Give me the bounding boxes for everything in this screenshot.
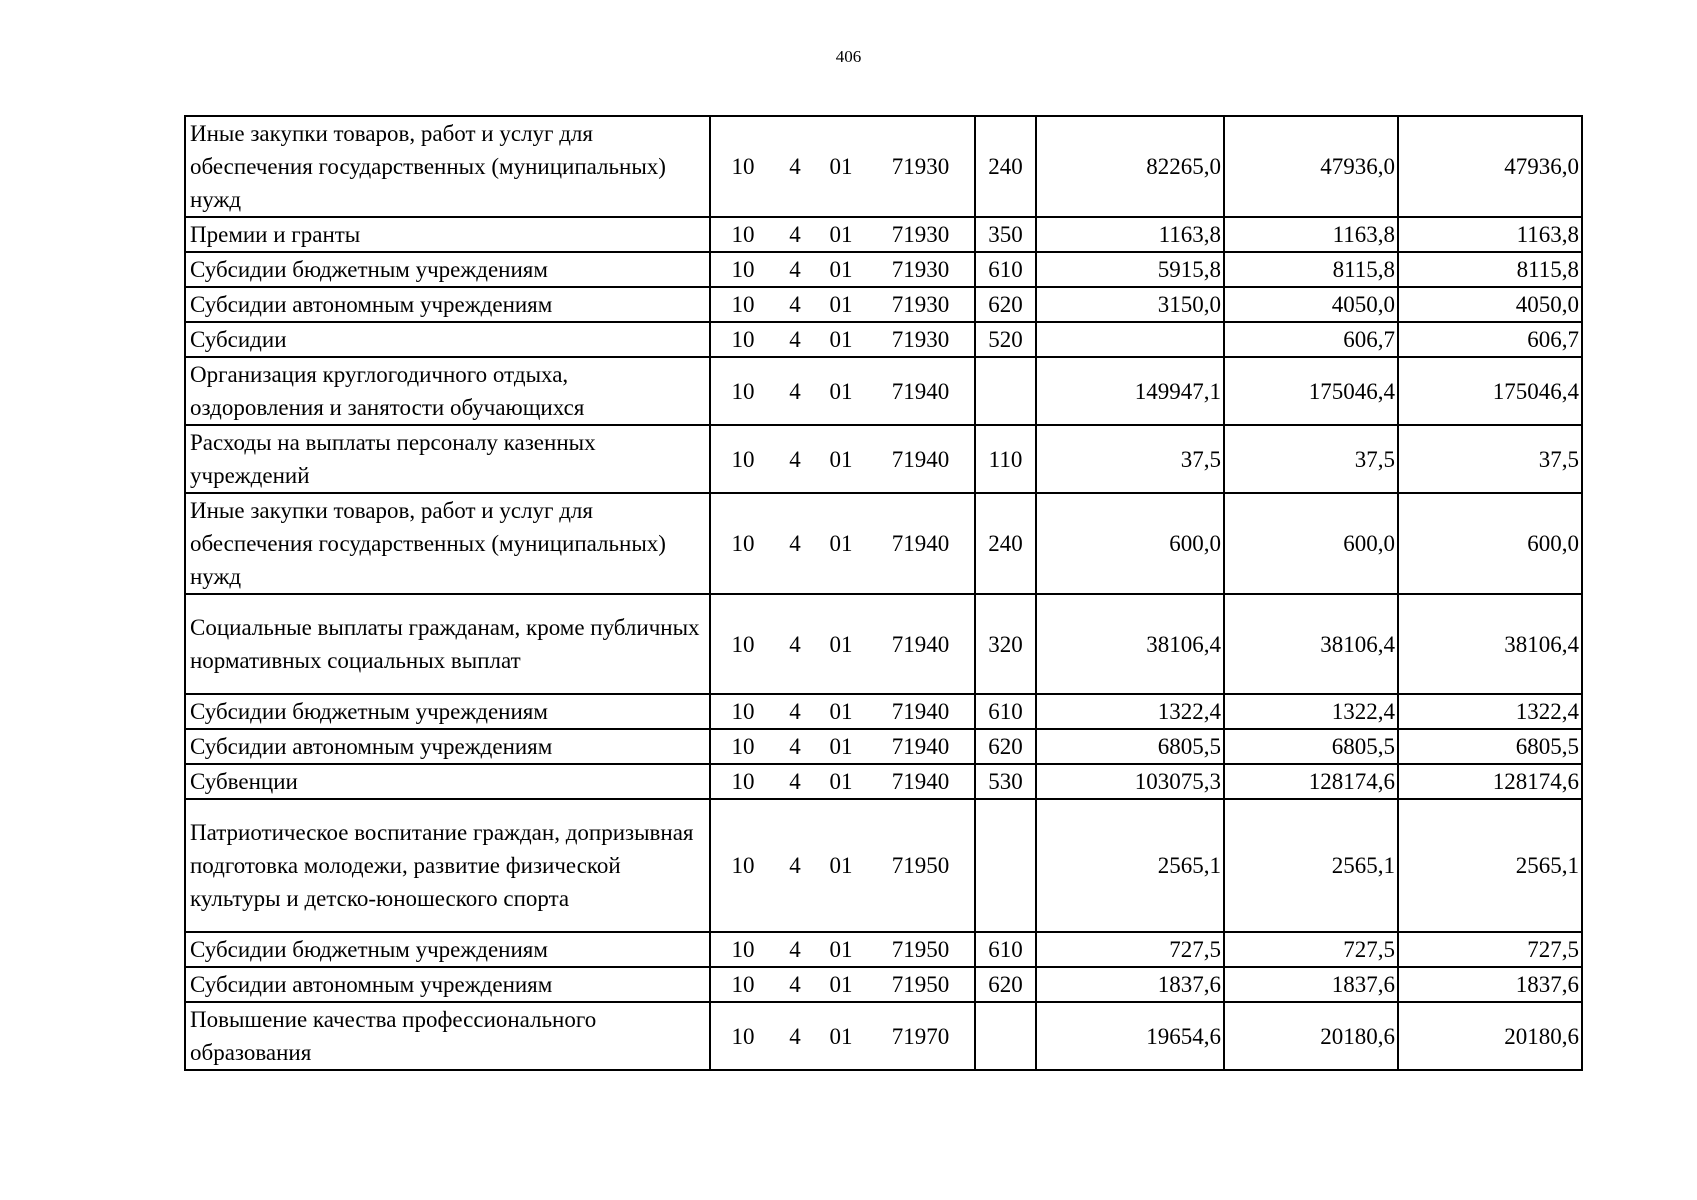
amount-year1-cell	[1036, 322, 1224, 357]
amount-year3-cell: 8115,8	[1398, 252, 1582, 287]
expense-type-code-cell: 620	[975, 729, 1036, 764]
subprogram-code: 01	[829, 972, 853, 997]
amount-year2-cell: 1163,8	[1224, 217, 1398, 252]
amount-year2-cell: 2565,1	[1224, 799, 1398, 932]
amount-year1-cell: 38106,4	[1036, 594, 1224, 694]
amount-year2-cell: 47936,0	[1224, 116, 1398, 217]
amount-year2-cell: 8115,8	[1224, 252, 1398, 287]
direction-code: 71930	[891, 154, 950, 179]
table-row	[185, 932, 1582, 967]
subprogram-code: 01	[829, 154, 853, 179]
expense-type-code-cell	[975, 799, 1036, 932]
amount-year1-cell: 1837,6	[1036, 967, 1224, 1002]
expense-type-code-cell: 610	[975, 694, 1036, 729]
section-code: 10	[731, 327, 755, 352]
expense-type-code-cell	[975, 1002, 1036, 1070]
classification-code-cell	[710, 357, 975, 425]
expense-name-cell: Субсидии бюджетным учреждениям	[185, 932, 710, 967]
expense-type-code-cell: 610	[975, 252, 1036, 287]
subprogram-code: 01	[829, 327, 853, 352]
expense-type-code-cell: 530	[975, 764, 1036, 799]
section-code: 10	[731, 631, 755, 657]
amount-year1-cell: 5915,8	[1036, 252, 1224, 287]
program-code: 4	[789, 734, 801, 759]
expense-name-cell: Расходы на выплаты персоналу казенных учреждений	[185, 425, 710, 493]
amount-year2-cell: 727,5	[1224, 932, 1398, 967]
table-row	[185, 694, 1582, 729]
amount-year3-cell: 38106,4	[1398, 594, 1582, 694]
program-code: 4	[789, 446, 801, 472]
expense-type-code-cell: 620	[975, 967, 1036, 1002]
table-row	[185, 357, 1582, 425]
amount-year1-cell: 2565,1	[1036, 799, 1224, 932]
amount-year1-cell: 6805,5	[1036, 729, 1224, 764]
subprogram-code: 01	[829, 734, 853, 759]
classification-code-cell	[710, 694, 975, 729]
classification-code-cell	[710, 425, 975, 493]
program-code: 4	[789, 699, 801, 724]
expense-type-code-cell: 240	[975, 116, 1036, 217]
table-row	[185, 217, 1582, 252]
program-code: 4	[789, 631, 801, 657]
amount-year2-cell: 128174,6	[1224, 764, 1398, 799]
amount-year1-cell: 103075,3	[1036, 764, 1224, 799]
amount-year3-cell: 1163,8	[1398, 217, 1582, 252]
direction-code: 71940	[891, 769, 950, 794]
classification-code-cell	[710, 287, 975, 322]
direction-code: 71930	[891, 222, 950, 247]
program-code: 4	[789, 531, 801, 556]
amount-year2-cell: 37,5	[1224, 425, 1398, 493]
table-row	[185, 729, 1582, 764]
amount-year3-cell: 175046,4	[1398, 357, 1582, 425]
expense-name-cell: Субсидии	[185, 322, 710, 357]
expense-name-cell: Социальные выплаты гражданам, кроме публичных нормативных социальных выплат	[185, 594, 710, 694]
section-code: 10	[731, 378, 755, 404]
direction-code: 71930	[891, 327, 950, 352]
expense-type-code-cell: 350	[975, 217, 1036, 252]
direction-code: 71940	[891, 446, 950, 472]
section-code: 10	[731, 699, 755, 724]
amount-year3-cell: 20180,6	[1398, 1002, 1582, 1070]
table-row	[185, 116, 1582, 217]
expense-type-code-cell: 620	[975, 287, 1036, 322]
amount-year3-cell: 6805,5	[1398, 729, 1582, 764]
subprogram-code: 01	[829, 292, 853, 317]
direction-code: 71950	[891, 937, 950, 962]
subprogram-code: 01	[829, 937, 853, 962]
subprogram-code: 01	[829, 699, 853, 724]
amount-year3-cell: 1837,6	[1398, 967, 1582, 1002]
amount-year2-cell: 6805,5	[1224, 729, 1398, 764]
amount-year1-cell: 37,5	[1036, 425, 1224, 493]
program-code: 4	[789, 937, 801, 962]
subprogram-code: 01	[829, 631, 853, 657]
direction-code: 71930	[891, 257, 950, 282]
amount-year3-cell: 37,5	[1398, 425, 1582, 493]
program-code: 4	[789, 327, 801, 352]
classification-code-cell	[710, 967, 975, 1002]
classification-code-cell	[710, 799, 975, 932]
subprogram-code: 01	[829, 257, 853, 282]
direction-code: 71940	[891, 734, 950, 759]
direction-code: 71940	[891, 699, 950, 724]
classification-code-cell	[710, 1002, 975, 1070]
classification-code-cell	[710, 729, 975, 764]
amount-year1-cell: 19654,6	[1036, 1002, 1224, 1070]
amount-year1-cell: 1322,4	[1036, 694, 1224, 729]
table-row	[185, 764, 1582, 799]
program-code: 4	[789, 972, 801, 997]
expense-name-cell: Субвенции	[185, 764, 710, 799]
direction-code: 71970	[891, 1023, 950, 1049]
classification-code-cell	[710, 594, 975, 694]
direction-code: 71940	[891, 531, 950, 556]
expense-name-cell: Премии и гранты	[185, 217, 710, 252]
section-code: 10	[731, 937, 755, 962]
program-code: 4	[789, 292, 801, 317]
table-row	[185, 252, 1582, 287]
amount-year2-cell: 1837,6	[1224, 967, 1398, 1002]
classification-code-cell	[710, 217, 975, 252]
table-row	[185, 594, 1582, 694]
amount-year1-cell: 600,0	[1036, 493, 1224, 594]
subprogram-code: 01	[829, 531, 853, 556]
section-code: 10	[731, 769, 755, 794]
expense-name-cell: Субсидии бюджетным учреждениям	[185, 252, 710, 287]
amount-year3-cell: 47936,0	[1398, 116, 1582, 217]
amount-year3-cell: 600,0	[1398, 493, 1582, 594]
section-code: 10	[731, 222, 755, 247]
program-code: 4	[789, 1023, 801, 1049]
section-code: 10	[731, 292, 755, 317]
subprogram-code: 01	[829, 222, 853, 247]
amount-year3-cell: 2565,1	[1398, 799, 1582, 932]
expense-name-cell: Субсидии автономным учреждениям	[185, 729, 710, 764]
direction-code: 71940	[891, 378, 950, 404]
table-row	[185, 967, 1582, 1002]
expense-name-cell: Субсидии автономным учреждениям	[185, 967, 710, 1002]
amount-year3-cell: 1322,4	[1398, 694, 1582, 729]
section-code: 10	[731, 853, 755, 878]
program-code: 4	[789, 222, 801, 247]
section-code: 10	[731, 446, 755, 472]
table-row	[185, 493, 1582, 594]
amount-year2-cell: 38106,4	[1224, 594, 1398, 694]
section-code: 10	[731, 1023, 755, 1049]
subprogram-code: 01	[829, 378, 853, 404]
expense-type-code-cell: 520	[975, 322, 1036, 357]
amount-year2-cell: 600,0	[1224, 493, 1398, 594]
amount-year3-cell: 4050,0	[1398, 287, 1582, 322]
subprogram-code: 01	[829, 1023, 853, 1049]
section-code: 10	[731, 154, 755, 179]
table-row	[185, 322, 1582, 357]
direction-code: 71940	[891, 631, 950, 657]
program-code: 4	[789, 257, 801, 282]
classification-code-cell	[710, 493, 975, 594]
direction-code: 71930	[891, 292, 950, 317]
expense-name-cell: Субсидии автономным учреждениям	[185, 287, 710, 322]
page-number: 406	[835, 47, 862, 66]
amount-year1-cell: 149947,1	[1036, 357, 1224, 425]
classification-code-cell	[710, 252, 975, 287]
program-code: 4	[789, 154, 801, 179]
expense-name-cell: Патриотическое воспитание граждан, допризывная подготовка молодежи, развитие физической культуры и детско-юношеского спорта	[185, 799, 710, 932]
table-row	[185, 799, 1582, 932]
table-row	[185, 287, 1582, 322]
amount-year2-cell: 20180,6	[1224, 1002, 1398, 1070]
expense-name-cell: Иные закупки товаров, работ и услуг для обеспечения государственных (муниципальных) нужд	[185, 493, 710, 594]
program-code: 4	[789, 769, 801, 794]
table-row	[185, 425, 1582, 493]
direction-code: 71950	[891, 853, 950, 878]
budget-table	[184, 115, 1583, 1071]
amount-year2-cell: 175046,4	[1224, 357, 1398, 425]
direction-code: 71950	[891, 972, 950, 997]
expense-type-code-cell: 240	[975, 493, 1036, 594]
classification-code-cell	[710, 932, 975, 967]
amount-year3-cell: 128174,6	[1398, 764, 1582, 799]
program-code: 4	[789, 378, 801, 404]
amount-year3-cell: 606,7	[1398, 322, 1582, 357]
expense-name-cell: Субсидии бюджетным учреждениям	[185, 694, 710, 729]
expense-type-code-cell: 610	[975, 932, 1036, 967]
section-code: 10	[731, 972, 755, 997]
expense-name-cell: Повышение качества профессионального образования	[185, 1002, 710, 1070]
section-code: 10	[731, 531, 755, 556]
classification-code-cell	[710, 764, 975, 799]
amount-year1-cell: 1163,8	[1036, 217, 1224, 252]
subprogram-code: 01	[829, 769, 853, 794]
amount-year1-cell: 727,5	[1036, 932, 1224, 967]
table-row	[185, 1002, 1582, 1070]
expense-name-cell: Иные закупки товаров, работ и услуг для обеспечения государственных (муниципальных) нужд	[185, 116, 710, 217]
expense-type-code-cell	[975, 357, 1036, 425]
classification-code-cell	[710, 116, 975, 217]
classification-code-cell	[710, 322, 975, 357]
subprogram-code: 01	[829, 853, 853, 878]
amount-year1-cell: 3150,0	[1036, 287, 1224, 322]
expense-name-cell: Организация круглогодичного отдыха, оздоровления и занятости обучающихся	[185, 357, 710, 425]
amount-year3-cell: 727,5	[1398, 932, 1582, 967]
expense-type-code-cell: 110	[975, 425, 1036, 493]
amount-year1-cell: 82265,0	[1036, 116, 1224, 217]
expense-type-code-cell: 320	[975, 594, 1036, 694]
program-code: 4	[789, 853, 801, 878]
amount-year2-cell: 606,7	[1224, 322, 1398, 357]
table-body	[185, 116, 1582, 1070]
section-code: 10	[731, 257, 755, 282]
amount-year2-cell: 4050,0	[1224, 287, 1398, 322]
subprogram-code: 01	[829, 446, 853, 472]
amount-year2-cell: 1322,4	[1224, 694, 1398, 729]
section-code: 10	[731, 734, 755, 759]
